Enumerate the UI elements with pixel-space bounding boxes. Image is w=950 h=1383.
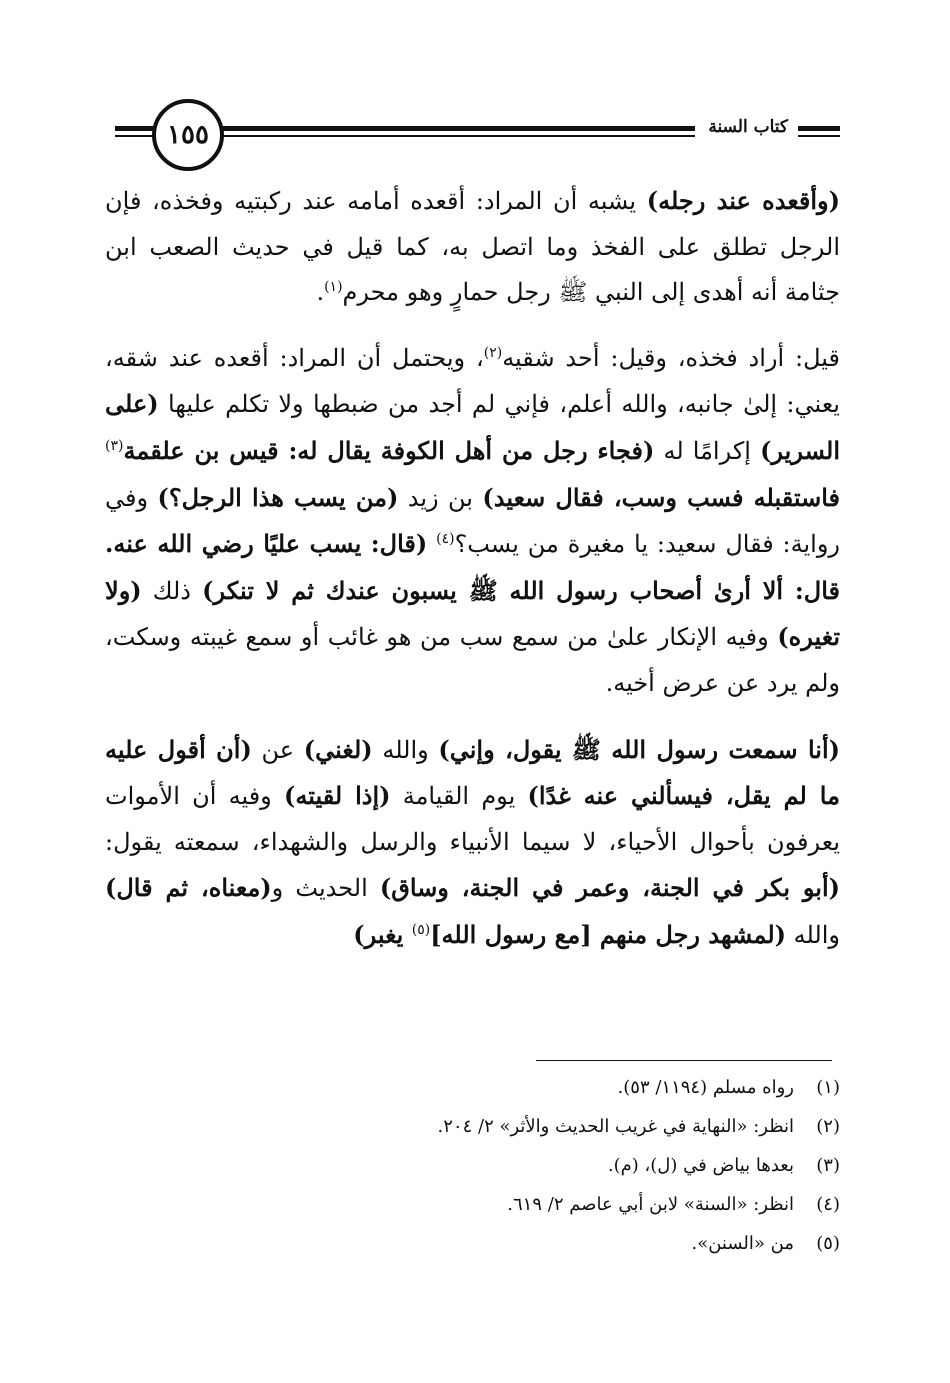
footnote-number: (٢)	[816, 1116, 840, 1137]
commentary-text: .	[316, 278, 325, 307]
body-paragraph	[105, 727, 840, 959]
commentary-text: والله	[372, 735, 439, 764]
footnote-number: (٣)	[816, 1155, 840, 1176]
hadith-quote: (إذا لقيته)	[284, 781, 391, 811]
commentary-text: وفيه أن الأموات يعرفون بأحوال الأحياء، لا سيما الأنبياء والرسل والشهداء، سمعته يقول:	[105, 782, 840, 856]
commentary-text: ذلك	[141, 576, 203, 605]
commentary-text: وفيه الإنكار علىٰ من سمع سب من هو غائب أو سمع غيبته وسكت، ولم يرد عن عرض أخيه.	[105, 623, 840, 697]
footnote	[200, 1146, 840, 1185]
commentary-text: الحديث و	[271, 874, 380, 903]
page-number: ١٥٥	[152, 99, 224, 171]
main-text	[105, 178, 840, 979]
commentary-text	[427, 530, 436, 558]
running-title: كتاب السنة	[702, 117, 794, 137]
hadith-quote: يغبر)	[353, 919, 412, 949]
hadith-quote: (ولا تغيره)	[105, 575, 840, 652]
commentary-text: بن زيد	[398, 483, 483, 512]
hadith-quote: (أنا سمعت رسول الله ﷺ يقول، وإني)	[438, 734, 840, 764]
hadith-quote: فاستقبله فسب وسب، فقال سعيد)	[482, 482, 841, 512]
commentary-text: يشبه أن المراد: أقعده أمامه عند ركبتيه وفخذه، فإن الرجل تطلق على الفخذ وما اتصل به، كما قيل في حديث الصعب ابن جثامة أنه أهدى إلى النبي ﷺ رجل حمارٍ وهو محرم	[105, 187, 840, 307]
body-paragraph	[105, 336, 840, 707]
header-rule-thin	[208, 135, 695, 137]
header-rule	[208, 126, 695, 131]
footnote	[200, 1224, 840, 1263]
hadith-quote: (لمشهد رجل منهم [مع رسول الله]	[430, 919, 786, 949]
footnote	[200, 1185, 840, 1224]
hadith-quote: (معناه، ثم قال)	[105, 873, 272, 903]
footnote-text: انظر: «السنة» لابن أبي عاصم ٢/ ٦١٩.	[507, 1194, 794, 1215]
footnote-marker: (٣)	[105, 437, 124, 454]
commentary-text: والله	[785, 920, 840, 949]
hadith-quote: (قال: يسب عليًا رضي الله عنه. قال: ألا أرىٰ أصحاب رسول الله ﷺ يسبون عندك ثم لا تنكر)	[105, 529, 840, 605]
hadith-quote: (أن أقول عليه ما لم يقل، فيسألني عنه غدًا)	[105, 734, 840, 811]
header-rule-right-thin	[798, 135, 840, 137]
footnote-number: (٤)	[816, 1194, 840, 1215]
commentary-text: ، ويحتمل أن المراد: أقعده عند شقه، يعني: إلىٰ جانبه، والله أعلم، فإني لم أجد من ضبطها ولا تكلم عليها	[105, 343, 840, 419]
footnote	[200, 1068, 840, 1107]
footnote-number: (١)	[816, 1077, 840, 1098]
hadith-quote: (وأقعده عند رجله)	[646, 186, 840, 215]
commentary-text: يوم القيامة	[390, 782, 528, 811]
hadith-quote: (على السرير)	[105, 389, 840, 465]
commentary-text: قيل: أراد فخذه، وقيل: أحد شقيه	[502, 343, 840, 372]
footnote-text: بعدها بياض في (ل)، (م).	[607, 1155, 794, 1176]
footnote-marker: (٥)	[411, 921, 431, 938]
footnote-text: من «السنن».	[691, 1233, 794, 1254]
footnote-marker: (٢)	[483, 344, 503, 361]
footnotes	[200, 1068, 840, 1263]
footnote-text: انظر: «النهاية في غريب الحديث والأثر» ٢/ ٢٠٤.	[437, 1116, 794, 1137]
commentary-text: وفي رواية: فقال سعيد: يا مغيرة من يسب؟	[105, 483, 840, 559]
footnote-marker: (٤)	[436, 531, 455, 548]
footnote-text: رواه مسلم (١١٩٤/ ٥٣).	[617, 1077, 794, 1098]
footnote-separator	[536, 1060, 832, 1061]
commentary-text: إكرامًا له	[654, 436, 761, 465]
commentary-text: عن	[251, 735, 304, 764]
hadith-quote: (لغني)	[303, 734, 373, 764]
body-paragraph	[105, 178, 840, 316]
page-header	[100, 96, 840, 176]
hadith-quote: (فجاء رجل من أهل الكوفة يقال له: قيس بن علقمة	[123, 435, 655, 465]
footnote	[200, 1107, 840, 1146]
hadith-quote: (من يسب هذا الرجل؟)	[157, 482, 399, 512]
hadith-quote: (أبو بكر في الجنة، وعمر في الجنة، وساق)	[379, 873, 841, 903]
footnote-number: (٥)	[816, 1233, 840, 1254]
footnote-marker: (١)	[324, 279, 343, 296]
header-rule-right	[798, 126, 840, 131]
